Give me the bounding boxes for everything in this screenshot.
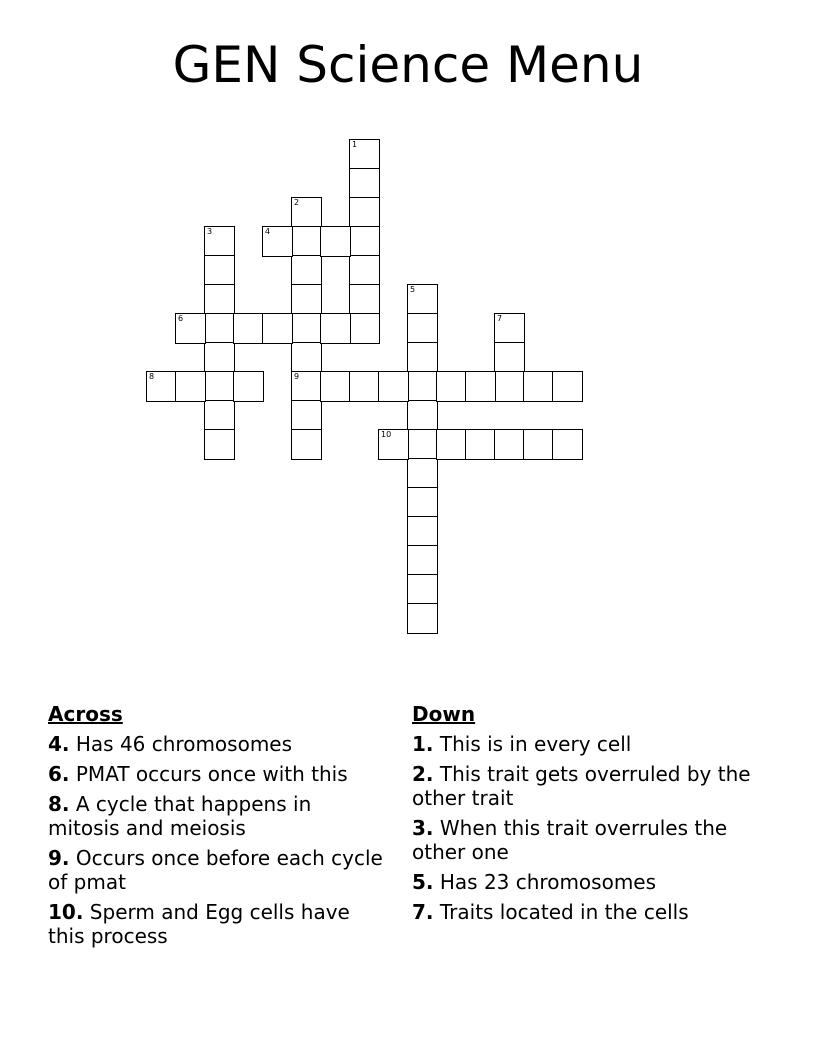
clue-text: A cycle that happens in mitosis and meiosis <box>48 792 312 840</box>
down-clue-7 <box>412 900 752 924</box>
crossword-cell[interactable] <box>175 313 206 344</box>
crossword-cell[interactable] <box>349 197 380 228</box>
cell-number: 4 <box>265 227 271 236</box>
crossword-cell[interactable] <box>349 168 380 199</box>
crossword-cell[interactable] <box>204 226 235 257</box>
crossword-cell[interactable] <box>204 342 235 373</box>
crossword-cell[interactable] <box>407 371 438 402</box>
clue-text: This trait gets overruled by the other trait <box>412 762 751 810</box>
crossword-cell[interactable] <box>349 313 380 344</box>
crossword-cell[interactable] <box>552 371 583 402</box>
crossword-cell[interactable] <box>175 371 206 402</box>
crossword-cell[interactable] <box>552 429 583 460</box>
crossword-cell[interactable] <box>291 429 322 460</box>
cell-number: 8 <box>149 372 155 381</box>
across-clue-6 <box>48 762 388 786</box>
cell-number: 2 <box>294 198 300 207</box>
across-clue-4 <box>48 732 388 756</box>
crossword-cell[interactable] <box>349 371 380 402</box>
crossword-cell[interactable] <box>320 313 351 344</box>
crossword-cell[interactable] <box>320 371 351 402</box>
crossword-cell[interactable] <box>407 603 438 634</box>
crossword-cell[interactable] <box>378 429 409 460</box>
crossword-cell[interactable] <box>291 255 322 286</box>
clue-text: Has 46 chromosomes <box>75 732 293 756</box>
clue-text: Traits located in the cells <box>439 900 689 924</box>
crossword-cell[interactable] <box>494 342 525 373</box>
crossword-cell[interactable] <box>233 371 264 402</box>
across-heading: Across <box>48 702 123 726</box>
crossword-cell[interactable] <box>494 371 525 402</box>
down-heading: Down <box>412 702 476 726</box>
crossword-cell[interactable] <box>291 226 322 257</box>
clue-number: 9. <box>48 846 70 870</box>
clue-number: 6. <box>48 762 70 786</box>
clue-text: When this trait overrules the other one <box>412 816 728 864</box>
clue-number: 2. <box>412 762 434 786</box>
clue-text: Has 23 chromosomes <box>439 870 657 894</box>
down-clue-1 <box>412 732 752 756</box>
crossword-cell[interactable] <box>204 371 235 402</box>
crossword-cell[interactable] <box>407 574 438 605</box>
crossword-cell[interactable] <box>291 371 322 402</box>
crossword-cell[interactable] <box>320 226 351 257</box>
crossword-cell[interactable] <box>262 313 293 344</box>
crossword-cell[interactable] <box>465 429 496 460</box>
crossword-cell[interactable] <box>204 400 235 431</box>
cell-number: 1 <box>352 140 358 149</box>
down-clue-3 <box>412 816 752 864</box>
down-clue-2 <box>412 762 752 810</box>
crossword-cell[interactable] <box>204 284 235 315</box>
crossword-cell[interactable] <box>436 429 467 460</box>
crossword-cell[interactable] <box>407 313 438 344</box>
clue-number: 8. <box>48 792 70 816</box>
clue-number: 4. <box>48 732 70 756</box>
crossword-cell[interactable] <box>494 313 525 344</box>
crossword-cell[interactable] <box>204 429 235 460</box>
clue-number: 3. <box>412 816 434 840</box>
crossword-cell[interactable] <box>291 342 322 373</box>
crossword-cell[interactable] <box>291 400 322 431</box>
clue-text: Sperm and Egg cells have this process <box>48 900 350 948</box>
across-clue-8 <box>48 792 388 840</box>
crossword-cell[interactable] <box>291 284 322 315</box>
across-clues <box>48 702 388 954</box>
page-title: GEN Science Menu <box>172 36 644 94</box>
cell-number: 10 <box>381 430 392 439</box>
crossword-cell[interactable] <box>436 371 467 402</box>
cell-number: 6 <box>178 314 184 323</box>
crossword-cell[interactable] <box>407 342 438 373</box>
cell-number: 7 <box>497 314 503 323</box>
crossword-cell[interactable] <box>349 284 380 315</box>
cell-number: 5 <box>410 285 416 294</box>
crossword-cell[interactable] <box>349 226 380 257</box>
clue-text: This is in every cell <box>439 732 632 756</box>
crossword-cell[interactable] <box>407 545 438 576</box>
clue-number: 7. <box>412 900 434 924</box>
clue-number: 5. <box>412 870 434 894</box>
crossword-cell[interactable] <box>407 487 438 518</box>
cell-number: 9 <box>294 372 300 381</box>
crossword-cell[interactable] <box>146 371 177 402</box>
crossword-cell[interactable] <box>291 197 322 228</box>
crossword-cell[interactable] <box>407 284 438 315</box>
crossword-cell[interactable] <box>204 313 235 344</box>
crossword-cell[interactable] <box>407 458 438 489</box>
crossword-cell[interactable] <box>407 429 438 460</box>
clue-number: 1. <box>412 732 434 756</box>
crossword-cell[interactable] <box>407 516 438 547</box>
down-clues <box>412 702 752 930</box>
crossword-cell[interactable] <box>523 429 554 460</box>
crossword-cell[interactable] <box>378 371 409 402</box>
clue-text: Occurs once before each cycle of pmat <box>48 846 383 894</box>
clue-number: 10. <box>48 900 84 924</box>
crossword-cell[interactable] <box>523 371 554 402</box>
crossword-cell[interactable] <box>262 226 293 257</box>
crossword-cell[interactable] <box>494 429 525 460</box>
crossword-cell[interactable] <box>233 313 264 344</box>
across-clue-10 <box>48 900 388 948</box>
crossword-cell[interactable] <box>465 371 496 402</box>
crossword-cell[interactable] <box>204 255 235 286</box>
clue-text: PMAT occurs once with this <box>75 762 348 786</box>
crossword-cell[interactable] <box>407 400 438 431</box>
cell-number: 3 <box>207 227 213 236</box>
crossword-cell[interactable] <box>349 139 380 170</box>
across-clue-9 <box>48 846 388 894</box>
crossword-cell[interactable] <box>291 313 322 344</box>
crossword-cell[interactable] <box>349 255 380 286</box>
down-clue-5 <box>412 870 752 894</box>
